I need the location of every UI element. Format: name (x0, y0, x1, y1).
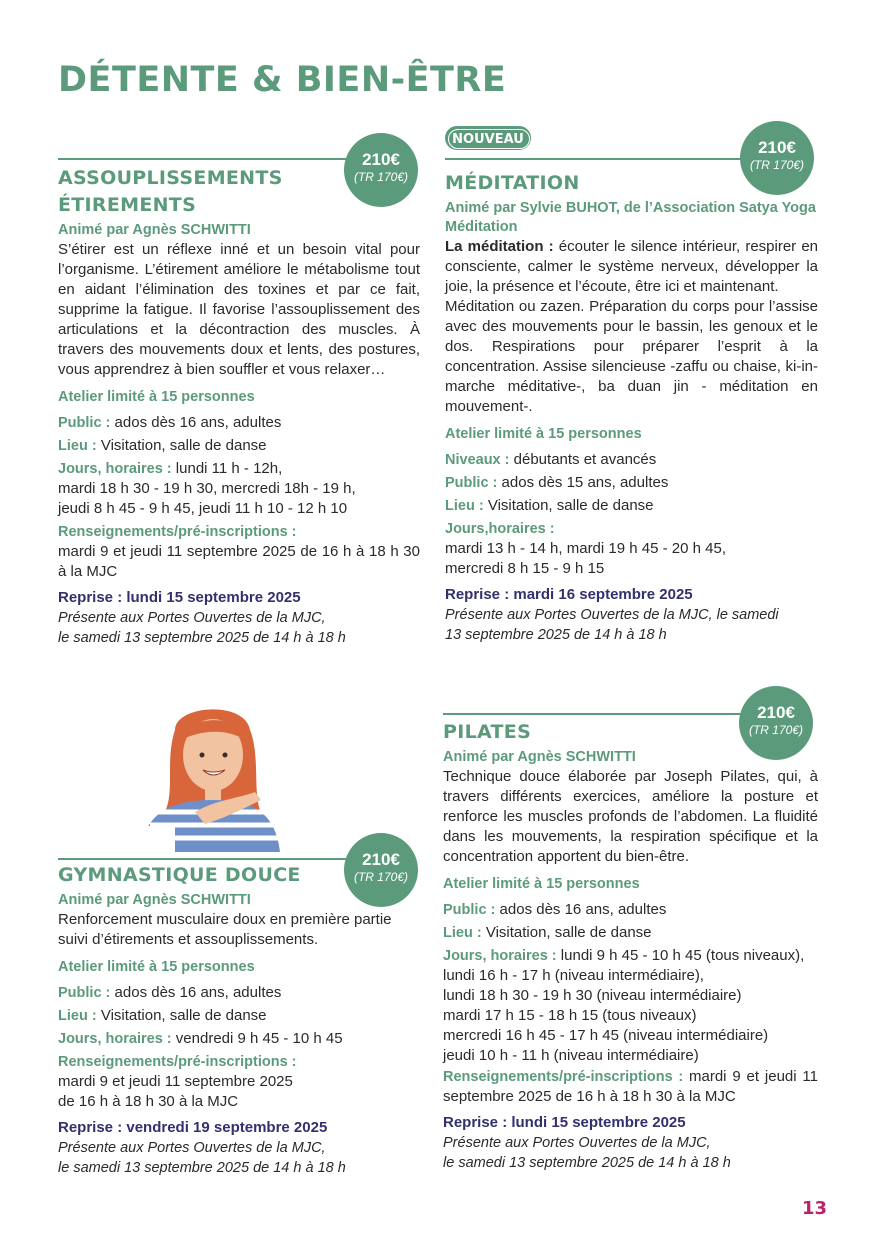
section-divider (443, 713, 743, 715)
value: ados dès 16 ans, adultes (499, 901, 667, 918)
renseign-row (443, 1067, 818, 1107)
title-line: ASSOUPLISSEMENTS (58, 167, 283, 189)
animator: Animé par Sylvie BUHOT, de l’Association Satya Yoga Méditation (445, 200, 816, 235)
jours-line: jeudi 8 h 45 - 9 h 45, jeudi 11 h 10 - 12 h 10 (58, 500, 348, 517)
lead (445, 237, 818, 297)
section-gymnastique (58, 862, 420, 1178)
renseign-line: mardi 9 et jeudi 11 septembre 2025 (58, 1073, 293, 1090)
section-divider (445, 158, 745, 160)
public-row (58, 413, 420, 433)
label: Public : (445, 475, 498, 491)
label: Lieu : (58, 438, 97, 454)
section-divider (58, 158, 358, 160)
portes-ouvertes: le samedi 13 septembre 2025 de 14 h à 18 h (443, 1155, 731, 1171)
price-reduced: (TR 170€) (748, 723, 804, 737)
price: 210€ (758, 138, 796, 157)
renseign-value: mardi 9 et jeudi 11 septembre 2025 de 16 h à 18 h 30 à la MJC (58, 543, 420, 580)
value: lundi 9 h 45 - 10 h 45 (tous niveaux), (560, 947, 805, 964)
description: S’étirer est un réflexe inné et un besoin vital pour l’organisme. L’étirement améliore le métabolisme tout en aidant l’élimination des toxines et par ce fait, supprime la fatigue. Il favorise l’assouplissement des articulations et la décontraction des muscles. À travers des mouvements doux et lents, des postures, vous apprendrez à bien souffler et vous relaxer… (58, 241, 420, 378)
value: Visitation, salle de danse (100, 437, 267, 454)
niveaux-row (445, 450, 818, 470)
animator: Animé par Agnès SCHWITTI (58, 892, 251, 908)
value: Visitation, salle de danse (100, 1007, 267, 1024)
title-line: ÉTIREMENTS (58, 194, 197, 216)
value: lundi 11 h - 12h, (175, 460, 283, 477)
renseign-label: Renseignements/pré-inscriptions : (58, 1054, 297, 1070)
page-title: DÉTENTE & BIEN-ÊTRE (58, 60, 507, 100)
jours-line: jeudi 10 h - 11 h (niveau intermédiaire) (443, 1047, 699, 1064)
portes-ouvertes: 13 septembre 2025 de 14 h à 18 h (445, 627, 667, 643)
label: Lieu : (445, 498, 484, 514)
jours-line: lundi 18 h 30 - 19 h 30 (niveau intermédiaire) (443, 987, 742, 1004)
portes-ouvertes: Présente aux Portes Ouvertes de la MJC, (58, 1140, 326, 1156)
label: Jours, horaires : (58, 1031, 172, 1047)
lead-text: écouter le silence intérieur, respirer en consciente, calmer le système nerveux, développer la joie, la présence et l’écoute, être ici et maintenant. (445, 238, 818, 295)
price-reduced: (TR 170€) (749, 158, 805, 172)
nouveau-badge: NOUVEAU (445, 126, 531, 150)
price: 210€ (362, 850, 400, 869)
jours-row (443, 946, 818, 966)
value: ados dès 16 ans, adultes (114, 984, 282, 1001)
lieu-row (443, 923, 818, 943)
page-number: 13 (801, 1198, 827, 1219)
jours-row (58, 1029, 420, 1049)
reprise: Reprise : vendredi 19 septembre 2025 (58, 1119, 328, 1136)
reprise: Reprise : lundi 15 septembre 2025 (58, 589, 301, 606)
section-title (58, 165, 420, 219)
jours-line: mercredi 16 h 45 - 17 h 45 (niveau intermédiaire) (443, 1027, 769, 1044)
public-row (445, 473, 818, 493)
value: ados dès 16 ans, adultes (114, 414, 282, 431)
label: Lieu : (443, 925, 482, 941)
jours-line: mardi 18 h 30 - 19 h 30, mercredi 18h - 19 h, (58, 480, 356, 497)
label: Public : (443, 902, 496, 918)
portes-ouvertes: le samedi 13 septembre 2025 de 14 h à 18 h (58, 630, 346, 646)
description: Technique douce élaborée par Joseph Pilates, qui, à travers différents exercices, améliore la posture et renforce les muscles profonds de l’abdomen. La fluidité dans les mouvements, la respiration spécifique et la concentration apportent du bien-être. (443, 768, 818, 865)
portes-ouvertes: Présente aux Portes Ouvertes de la MJC, (58, 610, 326, 626)
label: Lieu : (58, 1008, 97, 1024)
limit: Atelier limité à 15 personnes (445, 426, 642, 442)
portes-ouvertes: Présente aux Portes Ouvertes de la MJC, (443, 1135, 711, 1151)
section-title: PILATES (443, 721, 532, 743)
label: Public : (58, 985, 111, 1001)
limit: Atelier limité à 15 personnes (58, 959, 255, 975)
lieu-row (445, 496, 818, 516)
label: Niveaux : (445, 452, 510, 468)
label: Jours, horaires : (58, 461, 172, 477)
section-pilates (443, 719, 818, 1173)
portes-ouvertes: Présente aux Portes Ouvertes de la MJC, le samedi (445, 607, 779, 623)
jours-line: mardi 17 h 15 - 18 h 15 (tous niveaux) (443, 1007, 697, 1024)
price-reduced: (TR 170€) (353, 870, 409, 884)
reprise: Reprise : mardi 16 septembre 2025 (445, 586, 693, 603)
value: ados dès 15 ans, adultes (501, 474, 669, 491)
value: vendredi 9 h 45 - 10 h 45 (175, 1030, 343, 1047)
label: Renseignements/pré-inscriptions : (443, 1069, 684, 1085)
public-row (443, 900, 818, 920)
section-meditation (445, 170, 818, 645)
section-title: MÉDITATION (445, 172, 580, 194)
section-assouplissements (58, 165, 420, 648)
reprise: Reprise : lundi 15 septembre 2025 (443, 1114, 686, 1131)
jours-row (58, 459, 420, 479)
value: Visitation, salle de danse (485, 924, 652, 941)
jours-line: lundi 16 h - 17 h (niveau intermédiaire), (443, 967, 704, 984)
value: Visitation, salle de danse (487, 497, 654, 514)
price: 210€ (362, 150, 400, 169)
lieu-row (58, 436, 420, 456)
animator: Animé par Agnès SCHWITTI (443, 749, 636, 765)
woman-illustration (135, 700, 285, 852)
label: Jours, horaires : (443, 948, 557, 964)
badge-border (448, 129, 530, 149)
jours-line: mercredi 8 h 15 - 9 h 15 (445, 560, 605, 577)
section-divider (58, 858, 358, 860)
value: mardi 9 et jeudi 11 septembre 2025 de 16 h à 18 h 30 à la MJC (443, 1068, 818, 1105)
renseign-line: de 16 h à 18 h 30 à la MJC (58, 1093, 239, 1110)
value: débutants et avancés (513, 451, 657, 468)
portes-ouvertes: le samedi 13 septembre 2025 de 14 h à 18 h (58, 1160, 346, 1176)
limit: Atelier limité à 15 personnes (58, 389, 255, 405)
description: Renforcement musculaire doux en première partie suivi d’étirements et assouplissements. (58, 911, 392, 948)
price: 210€ (757, 703, 795, 722)
jours-line: mardi 13 h - 14 h, mardi 19 h 45 - 20 h 45, (445, 540, 726, 557)
lead-label: La méditation : (445, 238, 554, 255)
jours-label: Jours,horaires : (445, 521, 555, 537)
animator: Animé par Agnès SCHWITTI (58, 222, 251, 238)
price-reduced: (TR 170€) (353, 170, 409, 184)
renseign-label: Renseignements/pré-inscriptions : (58, 524, 297, 540)
label: Public : (58, 415, 111, 431)
section-title: GYMNASTIQUE DOUCE (58, 864, 301, 886)
lieu-row (58, 1006, 420, 1026)
public-row (58, 983, 420, 1003)
description: Méditation ou zazen. Préparation du corps pour l’assise avec des mouvements pour le bassin, les genoux et le dos. Respirations pour préparer l’esprit à la concentration. Assise silencieuse -zaffu ou chaise, ki-in-marche méditative-, ba duan jin - méditation en mouvement-. (445, 298, 818, 415)
limit: Atelier limité à 15 personnes (443, 876, 640, 892)
